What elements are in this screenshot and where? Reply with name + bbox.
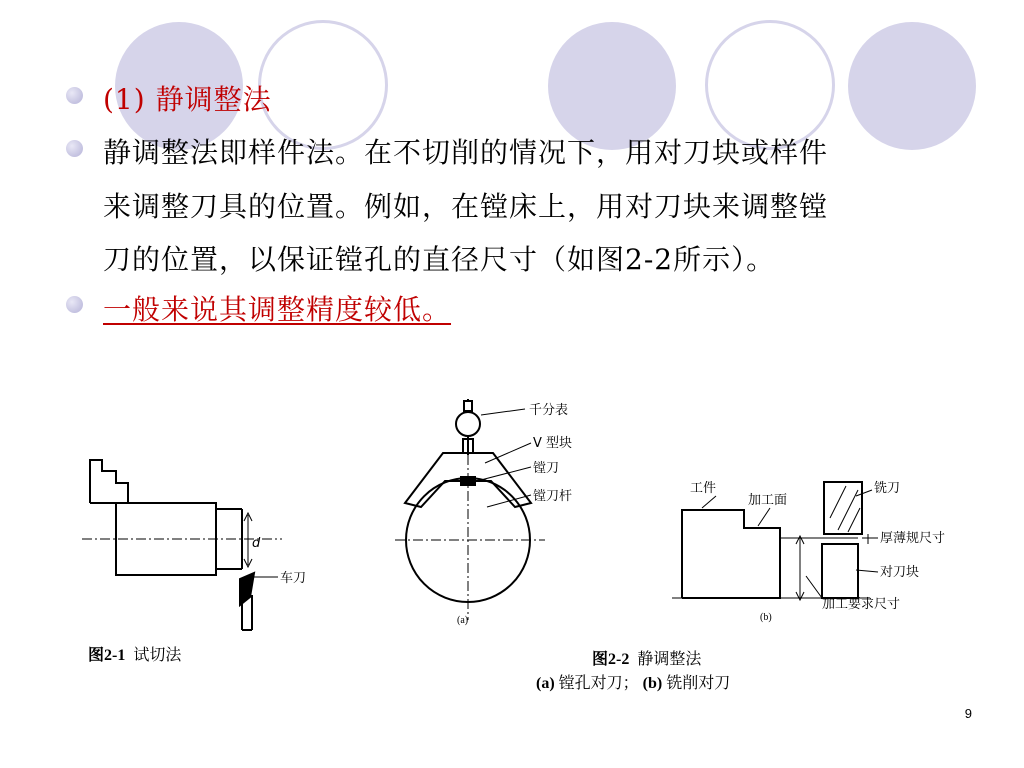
paragraph-line-3: 刀的位置，以保证镗孔的直径尺寸（如图2-2所示）。 (103, 243, 776, 276)
figure-2-2a-diagram (395, 395, 595, 630)
label-dim-d: d (252, 536, 261, 551)
figure-2-1-caption (88, 642, 181, 665)
decor-circle-3 (848, 22, 976, 150)
label-turning-tool: 车刀 (280, 571, 307, 586)
figure-2-1-caption-text: 试切法 (133, 647, 182, 664)
label-feeler-gauge: 厚薄规尺寸 (880, 531, 946, 546)
paragraph-line-2: 来调整刀具的位置。例如，在镗床上，用对刀块来调整镗 (103, 190, 829, 223)
label-setting-block: 对刀块 (880, 565, 920, 580)
bullet-2 (66, 140, 83, 157)
bullet-1 (66, 87, 83, 104)
label-boring-tool: 镗刀 (533, 461, 560, 476)
subcaption-b-text: 铣削对刀 (666, 675, 731, 692)
figure-2-2-subcaption (536, 670, 730, 693)
figure-2-2b-diagram (672, 478, 972, 628)
label-v-block: V 型块 (533, 436, 573, 451)
conclusion-text: 一般来说其调整精度较低。 (103, 293, 452, 326)
figure-2-2-caption-num: 图2-2 (592, 651, 630, 668)
sub-label-a: (a) (457, 615, 469, 626)
label-boring-bar: 镗刀杆 (533, 489, 573, 504)
subcaption-a-text: 镗孔对刀； (558, 675, 639, 692)
subcaption-b-marker: (b) (642, 675, 663, 692)
paragraph-line-1: 静调整法即样件法。在不切削的情况下，用对刀块或样件 (103, 136, 829, 169)
figure-2-2-caption (592, 646, 701, 669)
figure-2-2-caption-text: 静调整法 (637, 651, 702, 668)
label-dial-gauge: 千分表 (529, 403, 569, 418)
figure-2-1-diagram (82, 455, 332, 645)
figure-2-1-caption-num: 图2-1 (88, 647, 126, 664)
sub-label-b: (b) (760, 612, 772, 623)
label-machined-face: 加工面 (748, 493, 788, 508)
bullet-3 (66, 296, 83, 313)
label-required-dim: 加工要求尺寸 (822, 597, 901, 612)
label-milling-cutter: 铣刀 (874, 481, 901, 496)
page-number: 9 (964, 706, 972, 721)
subcaption-a-marker: (a) (536, 675, 555, 692)
label-workpiece: 工件 (690, 481, 717, 496)
heading-text: (1) 静调整法 (103, 83, 272, 116)
